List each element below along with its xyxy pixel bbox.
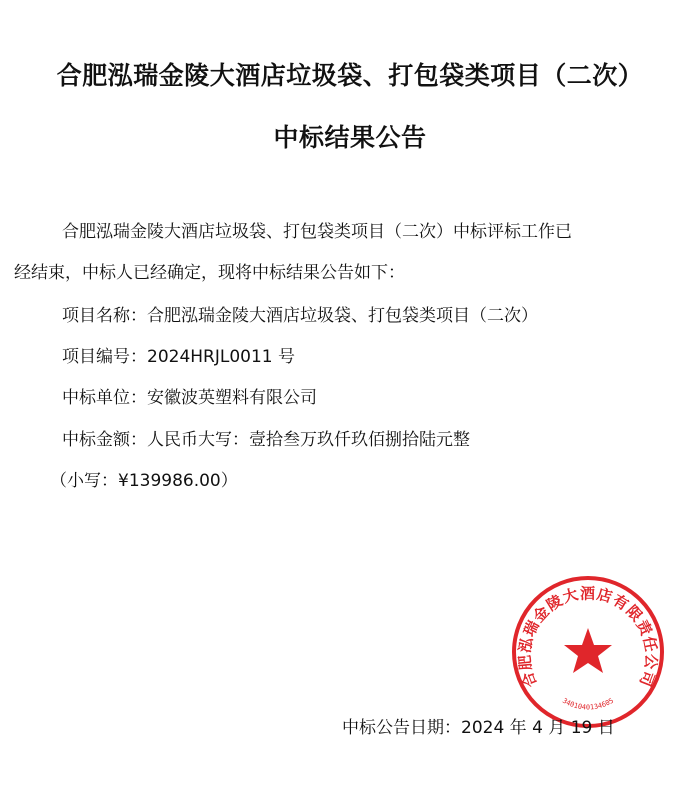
seal-code: 3401040134605 <box>560 696 616 712</box>
intro-paragraph-line2: 经结束，中标人已经确定，现将中标结果公告如下： <box>14 263 405 283</box>
project-name-value: 合肥泓瑞金陵大酒店垃圾袋、打包袋类项目（二次） <box>147 306 538 326</box>
project-number-row <box>62 342 295 367</box>
bid-amount-label: 中标金额： <box>62 430 147 450</box>
company-seal <box>508 572 668 732</box>
bid-amount-row <box>62 425 470 450</box>
project-name-row <box>62 301 538 326</box>
intro-paragraph-line1: 合肥泓瑞金陵大酒店垃圾袋、打包袋类项目（二次）中标评标工作已 <box>62 222 572 242</box>
project-name-label: 项目名称： <box>62 306 147 326</box>
winning-bidder-label: 中标单位： <box>62 388 147 408</box>
project-number-label: 项目编号： <box>62 347 147 367</box>
winning-bidder-row <box>62 383 317 408</box>
seal-star-icon <box>564 628 612 673</box>
bid-amount-value: 人民币大写：壹拾叁万玖仟玖佰捌拾陆元整 <box>147 430 470 450</box>
announcement-date <box>342 713 615 738</box>
announcement-title-line1: 合肥泓瑞金陵大酒店垃圾袋、打包袋类项目（二次） <box>56 61 644 90</box>
seal-text: 合肥泓瑞金陵大酒店有限责任公司 <box>515 584 661 690</box>
project-number-value: 2024HRJL0011 号 <box>147 347 296 367</box>
bid-amount-lowercase: （小写：¥139986.00） <box>50 471 238 491</box>
date-value: 2024 年 4 月 19 日 <box>461 718 615 738</box>
winning-bidder-value: 安徽波英塑料有限公司 <box>147 388 317 408</box>
announcement-title-line2: 中标结果公告 <box>273 123 427 152</box>
svg-text:3401040134605 <box>561 697 615 712</box>
date-label: 中标公告日期： <box>342 718 461 738</box>
